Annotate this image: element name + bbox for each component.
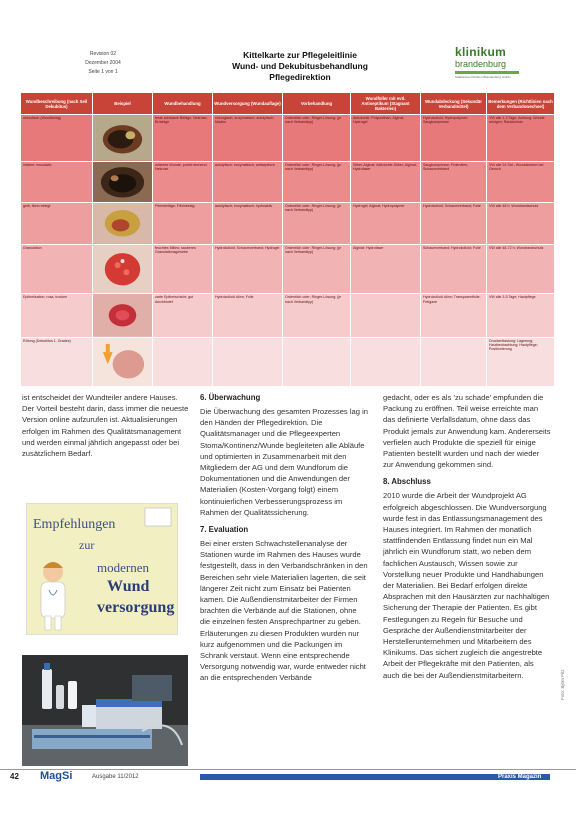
wound-photo-cell: [93, 161, 153, 203]
wound-notes-cell: VW alle 24 Std.; Wundabstrich bei Geruch: [487, 161, 555, 203]
wound-dressing-cell: chirurgisch; enzymatisch; autolytisch; Maden: [213, 115, 283, 162]
card-title-line3: Pflegedirektion: [269, 72, 331, 82]
wound-treatment-cell: feste schwarze Beläge; Nekrose; Brüchige: [153, 115, 213, 162]
wound-filler-cell: Hydrogel; Alginat; Hydropolymer: [351, 203, 421, 245]
wound-pretreatment-cell: Ordentlich oder; Ringer-Lösung; (je nach Verbandtyp): [283, 203, 351, 245]
wound-treatment-cell: Fibrinbeläge; Fibrinbelag: [153, 203, 213, 245]
wound-filler-cell: [351, 294, 421, 338]
table-header-cell: Wundabdeckung (Sekundär Verbandmittel): [421, 93, 487, 115]
wound-pretreatment-cell: Ordentlich oder; Ringer-Lösung; (je nach Verbandtyp): [283, 161, 351, 203]
wound-notes-cell: VW alle 3-5 Tage; Hautpflege: [487, 294, 555, 338]
card-date: Dezember 2004: [85, 60, 121, 66]
wound-pretreatment-cell: Ordentlich oder; Ringer-Lösung; (je nach Verbandtyp): [283, 244, 351, 293]
wound-cover-cell: Hydrokolloid dünn; Transparentfolie; Fettgaze: [421, 294, 487, 338]
logo-main-text: klinikum: [455, 45, 507, 59]
wound-photo-redness: [93, 338, 152, 386]
wound-type-cell: Rötung (Dekubitus 1. Grades): [21, 337, 93, 386]
table-header-cell: Beispiel: [93, 93, 153, 115]
brochure-title-line1: Empfehlungen: [33, 517, 116, 532]
wound-notes-cell: Druckentlastung; Lagerung; Hautbeobachtung; Hautpflege; Positionierung: [487, 337, 555, 386]
wound-filler-cell: Aktivkohle; Polyurethan; Alginat; Hydrogel: [351, 115, 421, 162]
photo-credit: Foto: Björn Fitz: [560, 669, 565, 700]
wound-filler-cell: [351, 337, 421, 386]
brochure-title-line2: zur: [79, 538, 95, 552]
wound-photo-necrotic: [93, 115, 152, 161]
card-title-line1: Kittelkarte zur Pflegeleitlinie: [243, 50, 357, 60]
wound-dressing-cell: Hydrokolloid; Schaumverband; Hydrogel: [213, 244, 283, 293]
wound-pretreatment-cell: [283, 337, 351, 386]
wound-filler-cell: Silber-Alginat; Aktivkohle-Silber; Alginat; Hydrofaser: [351, 161, 421, 203]
text-column-2: [200, 392, 368, 690]
table-header-cell: Vorbehandlung: [283, 93, 351, 115]
wound-photo-cell: [93, 337, 153, 386]
section-heading-conclusion: 8. Abschluss: [383, 477, 431, 487]
wound-photo-cell: [93, 203, 153, 245]
table-header-cell: Bemerkungen (Richtlinien nach dem Verbandswechsel): [487, 93, 555, 115]
footer-divider: [0, 769, 576, 770]
wound-photo-infected: [93, 162, 152, 203]
wound-filler-cell: Alginat; Hydrofaser: [351, 244, 421, 293]
table-row: [21, 115, 555, 162]
wound-treatment-cell: infizierte Wunde; putrid riechend; Nekrose: [153, 161, 213, 203]
column3-paragraph: gedacht, oder es als 'zu schade' empfunden die Packung zu eröffnen. Teil weise erreichte man das definierte Verfallsdatum, ohne dass das Produkt jemals zur Anwendung kam. Andererseits verfielen auch Produkte die speziell für einige Patienten bestellt wurden und nach der wieder zur Anwendung gekommen sind.: [383, 393, 551, 470]
wound-dressing-cell: autolytisch; enzymatisch; hydroaktiv: [213, 203, 283, 245]
table-header-row: [21, 93, 555, 115]
magazine-issue: Ausgabe 11/2012: [92, 774, 139, 780]
klinikum-logo: [455, 46, 525, 86]
wound-treatment-cell: [153, 337, 213, 386]
magazine-name: MagSi: [40, 770, 73, 782]
wound-care-table: [20, 92, 555, 387]
wound-notes-cell: VW alle 48-72 h; Wundrandschutz: [487, 244, 555, 293]
wound-photo-granulation: [93, 245, 152, 293]
logo-sub-text: brandenburg: [455, 59, 507, 69]
wound-photo-fibrin: [93, 203, 152, 244]
wound-type-cell: infiziert, exsudativ: [21, 161, 93, 203]
logo-tagline: Städtisches Klinikum Brandenburg GmbH: [455, 75, 511, 79]
wound-pretreatment-cell: Ordentlich oder; Ringer-Lösung; (je nach Verbandtyp): [283, 294, 351, 338]
section-heading-evaluation: 7. Evaluation: [200, 525, 249, 535]
page-number: 42: [10, 772, 19, 781]
wound-type-cell: Epithelisation; rosa, trocken: [21, 294, 93, 338]
wound-cover-cell: Hydrokolloid; Schaumverband; Folie: [421, 203, 487, 245]
card-title: [190, 50, 410, 83]
wound-cover-cell: Schaumverband; Hydrokolloid; Folie: [421, 244, 487, 293]
column1-paragraph: ist entscheidet der Wundteiler andere Hauses. Der Vorteil besteht darin, dass immer die neueste Version online aufzurufen ist. Aktualisierungen erfolgen im Rahmen des Qualitätsmanagement und werden einmal jährlich angepasst oder bei zusätzlichem Bedarf.: [22, 393, 189, 459]
wound-cover-cell: [421, 337, 487, 386]
evaluation-paragraph: Bei einer ersten Schwachstellenanalyse der Stationen wurde im Rahmen des Hauses wurde festgestellt, dass in den Verbandschränken in den Bereichen sehr viele Materialien lagerten, die seit längerer Zeit nicht zum Einsatz bei Patienten kamen. Die Außendienstmitarbeiter der Firmen brachten die Verbände auf die Stationen, ohne die einzelnen festen Ansprechpartner zu geben. Erläuterungen zu diesen Produkten wurden nur kurz aufgenommen und die Packungen im Schrank verstaut. Wenn eine entsprechende Versorgung notwendig war, wurde entweder nicht an die entsprechenden Verbände: [200, 539, 368, 683]
card-page: Seite 1 von 1: [88, 69, 118, 75]
table-header-cell: Wundbeschreibung (nach Seil Dekubitus): [21, 93, 93, 115]
wound-treatment-cell: zarte Epithelschicht; gut durchblutet: [153, 294, 213, 338]
wound-notes-cell: VW alle 48 h; Wundrandschutz: [487, 203, 555, 245]
wound-cover-cell: Saugkompresse; Fixiervlies; Schaumverband: [421, 161, 487, 203]
wound-type-cell: nekrotisch (Wundbelag): [21, 115, 93, 162]
wound-treatment-cell: feuchtes Milieu; sauberes Granulationsgewebe: [153, 244, 213, 293]
wound-pretreatment-cell: Ordentlich oder; Ringer-Lösung; (je nach Verbandtyp): [283, 115, 351, 162]
table-row: [21, 244, 555, 293]
wound-supplies-photo: [22, 655, 188, 766]
section-heading-monitoring: 6. Überwachung: [200, 393, 261, 402]
wound-cover-cell: Hydrokolloid; Hydropolymer; Saugkompresse: [421, 115, 487, 162]
table-header-cell: Wundbehandlung: [153, 93, 213, 115]
brochure-title-line4: Wund: [107, 578, 150, 595]
brochure-cover-image: [26, 503, 178, 635]
conclusion-paragraph: 2010 wurde die Arbeit der Wundprojekt AG erfolgreich abgeschlossen. Die Wundversorgung wurde fest in das Entlassungsmanagement des Hauses integriert. Im Rahmen der monatlich stattfindenden Entlassung findet nun ein Mal jährlich ein Wundforum statt, wo neben dem fachlichen Austausch, Wissen sowie zur Vorstellung neuer Produkte und Handhabungen der Materialien. Bei Bedarf erfolgen direkte Absprachen mit den Hausärzten zur nachhaltigen Sicherung der Therapie der Patienten. Es gibt Festlegungen zu Regeln für Besuche und Gespräche der Außendienstmitarbeiter der Herstellerunternehmen und Mitarbeitern des Klinikums. Das sichert zugleich die angestrebte Arbeit der Pflegekräfte mit den Patienten, als auch die bei der Außendienstmitarbeitern.: [383, 491, 550, 680]
brochure-title-line3: modernen: [97, 560, 149, 575]
wound-notes-cell: VW alle 1-3 Tage; Achtung: Wunde reinigen; Randschutz: [487, 115, 555, 162]
table-row: [21, 294, 555, 338]
wound-dressing-cell: Hydrokolloid dünn; Folie: [213, 294, 283, 338]
table-row: [21, 337, 555, 386]
wound-photo-cell: [93, 115, 153, 162]
card-title-line2: Wund- und Dekubitusbehandlung: [232, 61, 368, 71]
wound-photo-epithelisation: [93, 294, 152, 337]
card-meta: [58, 50, 148, 77]
brochure-title-line5: versorgung: [97, 599, 175, 616]
wound-photo-cell: [93, 244, 153, 293]
wound-type-cell: gelb, fibrin belegt: [21, 203, 93, 245]
text-column-1: [22, 392, 190, 465]
footer-tag: Praxis Magazin: [498, 774, 542, 780]
card-revision: Revision 02: [89, 51, 117, 57]
table-header-cell: Wundfüller mit evtl. Antiseptikum (Stagnant Bakterien): [351, 93, 421, 115]
wound-dressing-cell: [213, 337, 283, 386]
logo-underline: [455, 71, 519, 74]
text-column-3: [383, 392, 551, 687]
table-row: [21, 203, 555, 245]
table-header-cell: Wundversorgung (Wundauflage): [213, 93, 283, 115]
wound-dressing-cell: autolytisch; enzymatisch; antiseptisch: [213, 161, 283, 203]
table-row: [21, 161, 555, 203]
wound-type-cell: Granulation: [21, 244, 93, 293]
wound-photo-cell: [93, 294, 153, 338]
monitoring-paragraph: Die Überwachung des gesamten Prozesses lag in den Händen der Pflegedirektion. Die Qualitätsmanager und die Pflegeexperten Stoma/Kontinenz/Wunde begleiteten alle Abläufe und optimierten in Zusammenarbeit mit den Mitgliedern der AG und dem Wundforum die Dokumentationen und die Anwendungen der Materialien (Kosten-Vorgang folgt) einem kontinuierlichen Verbesserungsprozess im Rahmen der Qualitätssicherung.: [200, 407, 368, 517]
